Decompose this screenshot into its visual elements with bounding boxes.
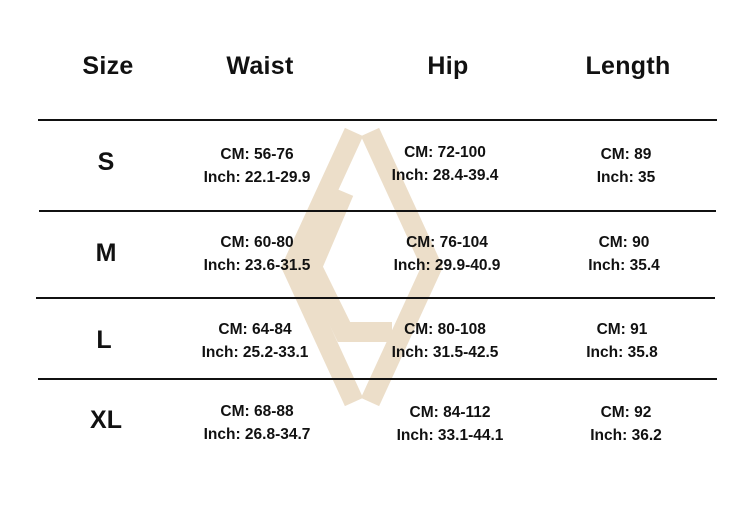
hip-cm: CM: 76-104 — [406, 234, 488, 251]
hip-inch: Inch: 29.9-40.9 — [393, 257, 501, 274]
hip-inch: Inch: 31.5-42.5 — [391, 344, 499, 361]
length-cm: CM: 90 — [598, 234, 650, 251]
waist-cell — [182, 231, 332, 277]
length-inch: Inch: 35.4 — [588, 257, 660, 274]
table-row — [0, 229, 750, 289]
waist-inch: Inch: 23.6-31.5 — [203, 257, 311, 274]
hip-cm: CM: 80-108 — [404, 321, 486, 338]
waist-cell — [180, 318, 330, 364]
length-cell — [549, 231, 699, 277]
waist-inch: Inch: 26.8-34.7 — [203, 426, 311, 443]
waist-cell — [182, 400, 332, 446]
length-inch: Inch: 36.2 — [590, 427, 662, 444]
hip-cell — [370, 318, 520, 364]
table-row — [0, 140, 750, 200]
size-label: M — [95, 239, 117, 267]
header-waist: Waist — [226, 52, 294, 80]
waist-cm: CM: 56-76 — [220, 146, 294, 163]
size-label: L — [96, 326, 112, 354]
divider-rule — [38, 378, 717, 380]
waist-cm: CM: 60-80 — [220, 234, 294, 251]
waist-inch: Inch: 25.2-33.1 — [201, 344, 309, 361]
header-size: Size — [82, 52, 134, 80]
table-row — [0, 316, 750, 376]
waist-cm: CM: 68-88 — [220, 403, 294, 420]
length-inch: Inch: 35.8 — [586, 344, 658, 361]
length-cm: CM: 89 — [600, 146, 652, 163]
hip-cell — [370, 141, 520, 187]
header-hip: Hip — [427, 52, 469, 80]
length-cell — [551, 401, 701, 447]
divider-rule — [38, 119, 717, 121]
divider-rule — [39, 210, 716, 212]
table-row — [0, 398, 750, 458]
waist-cm: CM: 64-84 — [218, 321, 292, 338]
hip-inch: Inch: 28.4-39.4 — [391, 167, 499, 184]
length-cell — [547, 318, 697, 364]
hip-cell — [372, 231, 522, 277]
waist-cell — [182, 143, 332, 189]
header-length: Length — [585, 52, 671, 80]
waist-inch: Inch: 22.1-29.9 — [203, 169, 311, 186]
size-label: S — [97, 148, 115, 176]
length-cm: CM: 92 — [600, 404, 652, 421]
table-header — [0, 52, 750, 88]
hip-cm: CM: 72-100 — [404, 144, 486, 161]
hip-cm: CM: 84-112 — [409, 404, 491, 421]
hip-inch: Inch: 33.1-44.1 — [396, 427, 504, 444]
divider-rule — [36, 297, 715, 299]
length-inch: Inch: 35 — [596, 169, 656, 186]
length-cm: CM: 91 — [596, 321, 648, 338]
hip-cell — [375, 401, 525, 447]
length-cell — [551, 143, 701, 189]
size-label: XL — [90, 406, 122, 434]
